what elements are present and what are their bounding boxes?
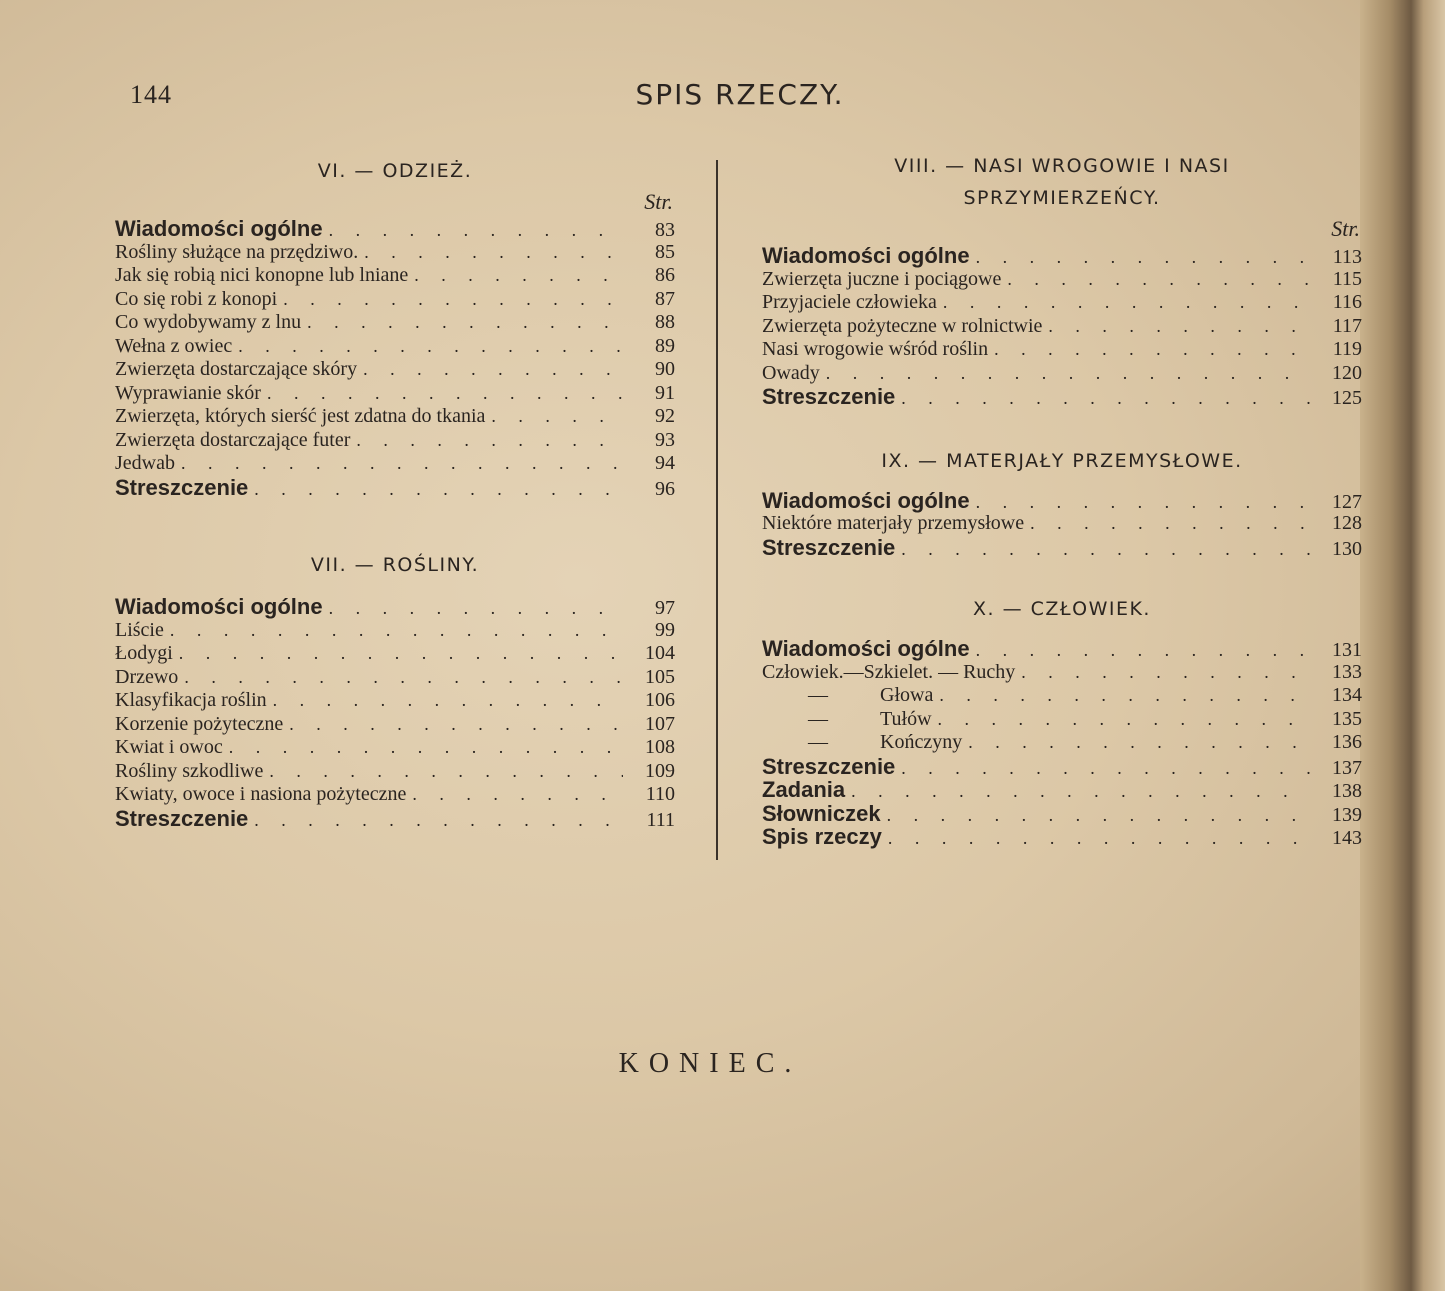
dot-leader (229, 736, 623, 760)
toc-entry-page: 131 (1332, 639, 1362, 661)
toc-entry-label: Streszczenie (762, 534, 896, 560)
toc-entry (762, 385, 1362, 409)
section-heading-continued: SPRZYMIERZEŃCY. (963, 187, 1161, 209)
toc-entry-dash: — (808, 707, 828, 730)
dot-leader (826, 362, 1310, 386)
toc-entry (115, 358, 675, 382)
toc-entry-page: 128 (1332, 512, 1362, 534)
dot-leader (184, 666, 623, 690)
toc-entry-label: Wiadomości ogólne (115, 216, 323, 241)
section-heading: VI. — ODZIEŻ. (317, 160, 473, 182)
section-heading: VIII. — NASI WROGOWIE I NASI (894, 155, 1230, 177)
toc-entry (762, 512, 1362, 536)
dot-leader (1048, 315, 1310, 339)
toc-entry (115, 241, 675, 265)
toc-entry-label: Wiadomości ogólne (762, 636, 970, 661)
toc-entry-label: Zadania (762, 777, 846, 802)
toc-entry-page: 113 (1332, 246, 1362, 268)
dot-leader (307, 311, 623, 335)
section-heading: X. — CZŁOWIEK. (973, 598, 1151, 620)
toc-entry (115, 217, 675, 241)
dot-leader (254, 478, 623, 502)
toc-entry-label: Przyjaciele człowieka (762, 291, 937, 313)
dot-leader (491, 405, 623, 429)
dot-leader (851, 780, 1310, 804)
toc-entry (762, 268, 1362, 292)
dot-leader (412, 783, 623, 807)
toc-entry (115, 264, 675, 288)
toc-entry-label: Niektóre materjały przemysłowe (762, 512, 1025, 534)
section-vii (115, 549, 675, 830)
toc-entry-label: Łodygi (115, 642, 173, 664)
toc-entry-dash: — (808, 731, 828, 753)
toc-entry (115, 689, 675, 713)
toc-entry (762, 708, 1362, 732)
toc-entry-label: Spis rzeczy (762, 824, 882, 849)
entry-list (762, 244, 1362, 409)
toc-entry-page: 115 (1332, 267, 1362, 290)
dot-leader (363, 358, 623, 382)
toc-entry-page: 134 (1332, 684, 1362, 706)
dot-leader (901, 538, 1310, 562)
toc-entry (115, 595, 675, 619)
toc-entry-page: 105 (645, 665, 675, 688)
toc-entry-page: 99 (655, 618, 675, 641)
dot-leader (269, 760, 623, 784)
toc-entry-page: 111 (646, 808, 675, 831)
toc-entry (115, 760, 675, 784)
page-column-label: Str. (1331, 216, 1360, 241)
toc-entry-text: Tułów (880, 707, 932, 730)
dot-leader (289, 713, 623, 737)
toc-entry-page: 104 (645, 642, 675, 664)
toc-entry-label: Człowiek.—Szkielet. — Ruchy (762, 660, 1016, 683)
page-number: 144 (130, 80, 172, 109)
left-column (115, 155, 675, 830)
toc-entry-page: 139 (1332, 803, 1362, 826)
page-title: SPIS RZECZY. (635, 78, 845, 111)
dot-leader (887, 804, 1310, 828)
dot-leader (283, 288, 623, 312)
toc-entry-label: Zwierzęta pożyteczne w rolnictwie (762, 314, 1043, 337)
toc-entry (115, 619, 675, 643)
toc-entry (762, 661, 1362, 685)
page-column-label: Str. (644, 189, 673, 214)
column-divider (716, 160, 718, 860)
toc-entry-label: Wiadomości ogólne (762, 243, 970, 268)
dot-leader (976, 639, 1310, 663)
toc-entry-page: 94 (655, 452, 675, 474)
toc-entry-label (762, 708, 932, 732)
toc-entry (115, 736, 675, 760)
dot-leader (901, 757, 1310, 781)
toc-entry-dash: — (808, 684, 828, 706)
toc-entry-label: Kwiat i owoc (115, 736, 223, 758)
toc-entry-page: 108 (645, 736, 675, 758)
toc-entry (762, 755, 1362, 779)
toc-entry-label: Liście (115, 618, 164, 641)
section-ix (762, 445, 1362, 560)
toc-entry-label: Streszczenie (115, 805, 249, 831)
toc-entry (762, 489, 1362, 513)
toc-entry-label: Nasi wrogowie wśród roślin (762, 338, 989, 360)
toc-entry-page: 106 (645, 689, 675, 711)
section-x (762, 593, 1362, 849)
entry-list (762, 637, 1362, 849)
toc-entry-label: Co wydobywamy z lnu (115, 311, 302, 333)
dot-leader (414, 264, 623, 288)
toc-entry (762, 536, 1362, 560)
toc-entry (762, 825, 1362, 849)
toc-entry-label: Wiadomości ogólne (762, 487, 970, 513)
toc-entry (762, 244, 1362, 268)
toc-entry (762, 338, 1362, 362)
toc-entry-label: Co się robi z konopi (115, 287, 278, 310)
toc-entry-page: 88 (655, 311, 675, 333)
toc-entry-page: 107 (645, 712, 675, 735)
toc-entry-label: Zwierzęta dostarczające skóry (115, 358, 358, 380)
toc-entry-label: Korzenie pożyteczne (115, 712, 284, 735)
dot-leader (267, 382, 623, 406)
entry-list (762, 489, 1362, 560)
toc-entry-page: 110 (645, 783, 675, 805)
toc-entry-label: Drzewo (115, 665, 179, 688)
toc-entry-label: Słowniczek (762, 800, 881, 826)
toc-entry-page: 83 (655, 219, 675, 241)
entry-list (115, 595, 675, 830)
toc-entry (115, 335, 675, 359)
toc-entry-page: 85 (655, 240, 675, 263)
toc-entry-page: 135 (1332, 707, 1362, 730)
book-gutter (1360, 0, 1445, 1291)
toc-entry-page: 89 (655, 334, 675, 357)
toc-entry-label: Klasyfikacja roślin (115, 689, 267, 711)
toc-entry (115, 807, 675, 831)
toc-entry-page: 117 (1332, 314, 1362, 337)
dot-leader (943, 291, 1310, 315)
section-heading: VII. — ROŚLINY. (310, 554, 480, 576)
toc-entry (115, 311, 675, 335)
toc-entry (115, 405, 675, 429)
toc-entry (762, 778, 1362, 802)
dot-leader (273, 689, 623, 713)
toc-entry (115, 783, 675, 807)
toc-entry-text: Głowa (880, 684, 934, 706)
toc-entry-page: 86 (655, 264, 675, 286)
dot-leader (938, 708, 1310, 732)
toc-entry-label: Streszczenie (762, 384, 896, 409)
dot-leader (1030, 512, 1310, 536)
toc-entry (115, 452, 675, 476)
dot-leader (901, 387, 1310, 411)
end-marker: KONIEC. (618, 1048, 802, 1079)
dot-leader (939, 684, 1310, 708)
section-viii (762, 150, 1362, 409)
toc-entry-page: 133 (1332, 660, 1362, 683)
toc-entry-page: 92 (655, 405, 675, 427)
toc-entry (762, 802, 1362, 826)
toc-entry (762, 291, 1362, 315)
toc-entry-label (762, 731, 962, 755)
dot-leader (1007, 268, 1310, 292)
toc-entry (115, 382, 675, 406)
right-column (762, 150, 1362, 849)
toc-entry (762, 637, 1362, 661)
toc-entry-page: 138 (1332, 780, 1362, 802)
dot-leader (329, 219, 623, 243)
toc-entry (115, 642, 675, 666)
toc-entry-label: Streszczenie (762, 753, 896, 779)
toc-entry-page: 130 (1332, 537, 1362, 560)
toc-entry (115, 666, 675, 690)
dot-leader (968, 731, 1310, 755)
toc-entry (762, 731, 1362, 755)
toc-entry-page: 87 (655, 287, 675, 310)
toc-entry-label: Wiadomości ogólne (115, 594, 323, 619)
dot-leader (181, 452, 623, 476)
toc-entry-page: 96 (655, 477, 675, 500)
toc-entry-label: Rośliny służące na przędziwo. (115, 240, 359, 263)
toc-entry-page: 136 (1332, 731, 1362, 753)
toc-entry-label: Wyprawianie skór (115, 381, 261, 404)
dot-leader (356, 429, 623, 453)
toc-entry (115, 288, 675, 312)
toc-entry-label: Owady (762, 361, 820, 384)
dot-leader (170, 619, 623, 643)
toc-entry-page: 120 (1332, 361, 1362, 384)
toc-entry (115, 476, 675, 500)
toc-entry-label: Jedwab (115, 452, 175, 474)
toc-entry-page: 127 (1332, 490, 1362, 513)
toc-entry-page: 125 (1332, 387, 1362, 409)
dot-leader (1021, 661, 1310, 685)
toc-entry-page: 109 (645, 759, 675, 782)
dot-leader (976, 246, 1310, 270)
section-vi (115, 155, 675, 499)
toc-entry-page: 97 (655, 597, 675, 619)
toc-entry (115, 429, 675, 453)
toc-entry-label: Rośliny szkodliwe (115, 759, 264, 782)
toc-entry-label: Zwierzęta, których sierść jest zdatna do tkania (115, 405, 486, 427)
dot-leader (179, 642, 623, 666)
toc-entry-label: Wełna z owiec (115, 334, 233, 357)
dot-leader (238, 335, 623, 359)
dot-leader (364, 241, 623, 265)
toc-entry (762, 315, 1362, 339)
toc-entry-text: Kończyny (880, 731, 963, 753)
toc-entry-label: Streszczenie (115, 474, 249, 500)
toc-entry-label: Zwierzęta juczne i pociągowe (762, 267, 1002, 290)
toc-entry-page: 91 (655, 381, 675, 404)
toc-entry-page: 143 (1332, 827, 1362, 849)
entry-list (115, 217, 675, 499)
toc-entry-page: 93 (655, 428, 675, 451)
section-heading: IX. — MATERJAŁY PRZEMYSŁOWE. (881, 449, 1243, 472)
toc-entry (762, 684, 1362, 708)
dot-leader (329, 597, 623, 621)
toc-entry-label (762, 684, 933, 708)
toc-entry-page: 137 (1332, 756, 1362, 779)
toc-entry-page: 119 (1332, 338, 1362, 360)
toc-entry-label: Kwiaty, owoce i nasiona pożyteczne (115, 783, 407, 805)
dot-leader (976, 491, 1310, 515)
dot-leader (994, 338, 1310, 362)
toc-entry-label: Zwierzęta dostarczające futer (115, 428, 351, 451)
toc-entry-page: 90 (655, 358, 675, 380)
toc-entry (115, 713, 675, 737)
toc-entry-page: 116 (1332, 291, 1362, 313)
dot-leader (888, 827, 1310, 851)
dot-leader (254, 809, 623, 833)
toc-entry (762, 362, 1362, 386)
toc-entry-label: Jak się robią nici konopne lub lniane (115, 264, 409, 286)
